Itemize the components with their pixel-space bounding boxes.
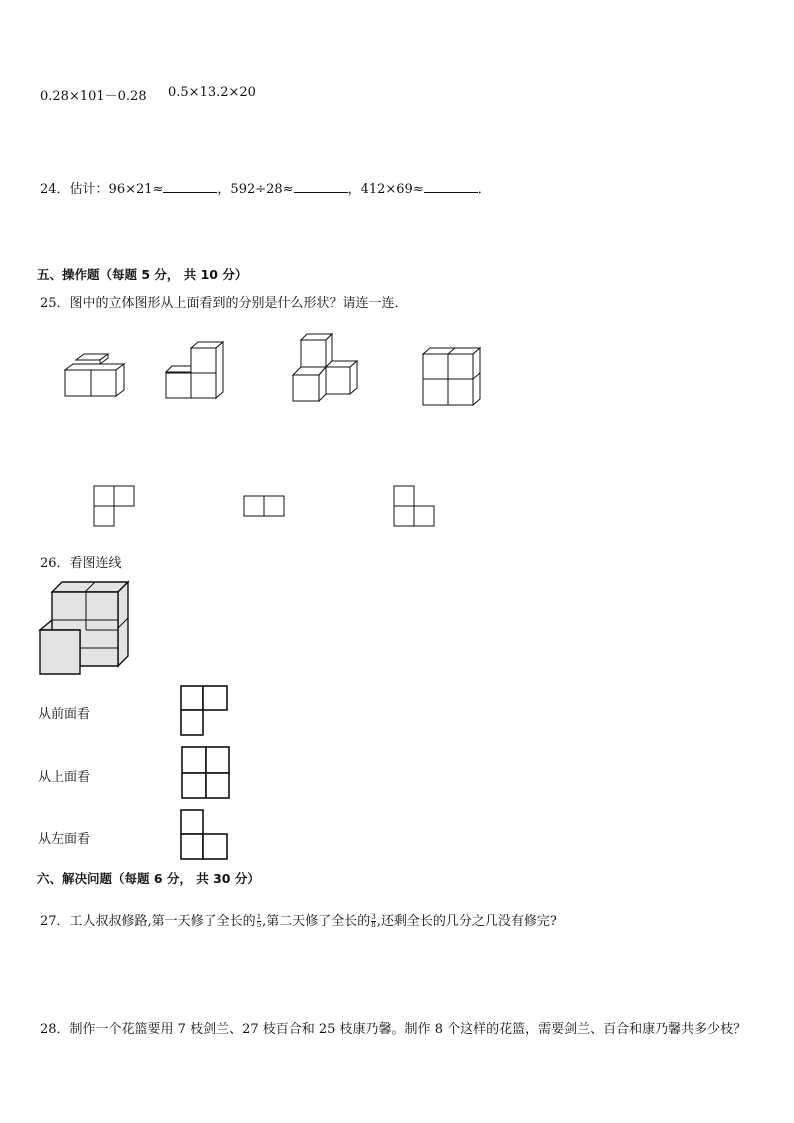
q26-view-label-left: 从左面看 — [38, 832, 91, 847]
q25-solid-figure-3 — [290, 333, 365, 405]
q26-view-label-top: 从上面看 — [38, 770, 91, 785]
section5-title: 五、操作题（每题 5 分， 共 10 分） — [37, 267, 248, 282]
q27-question — [40, 910, 557, 929]
q24-mid2: ，412×69≈ — [347, 182, 424, 197]
q27-fraction-2-denominator: 8 — [371, 921, 376, 929]
q24-blank-2[interactable] — [294, 180, 348, 193]
q23-expression-1: 0.28×101－0.28 — [40, 89, 147, 104]
q27-fraction-1-denominator: 5 — [256, 921, 262, 929]
q26-view-label-front: 从前面看 — [38, 707, 91, 722]
q24-blank-3[interactable] — [424, 180, 478, 193]
q27-text-middle: ,第二天修了全长的 — [262, 914, 371, 929]
q27-text-after: ,还剩全长的几分之几没有修完? — [376, 914, 557, 929]
q27-fraction-1 — [257, 914, 261, 929]
q27-text-before: 27．工人叔叔修路,第一天修了全长的 — [40, 914, 256, 929]
q24-blank-1[interactable] — [163, 180, 217, 193]
q23-expression-2: 0.5×13.2×20 — [168, 85, 256, 100]
q26-left-view — [179, 808, 231, 863]
q24-end: ． — [477, 182, 491, 197]
q25-solid-figure-2 — [164, 340, 234, 402]
q25-solid-figure-1 — [60, 350, 130, 400]
q24-prefix: 24．估计：96×21≈ — [40, 182, 164, 197]
q25-top-view-3 — [393, 485, 438, 529]
q25-top-view-2 — [243, 495, 288, 519]
q26-front-view — [179, 684, 231, 739]
q26-solid-figure — [36, 578, 131, 678]
q25-top-view-1 — [93, 485, 138, 529]
q24-question — [40, 178, 491, 197]
q25-text: 25．图中的立体图形从上面看到的分别是什么形状？请连一连． — [40, 296, 408, 311]
q28-text: 28．制作一个花篮要用 7 枝剑兰、27 枝百合和 25 枝康乃馨。制作 8 个这样的花篮，需要剑兰、百合和康乃馨共多少枝？ — [40, 1022, 747, 1037]
q27-fraction-2 — [371, 914, 375, 929]
q27-fraction-2-numerator: 3 — [371, 913, 376, 921]
q26-text: 26．看图连线 — [40, 556, 122, 571]
q25-solid-figure-4 — [420, 345, 485, 410]
q27-fraction-1-numerator: 1 — [256, 913, 262, 921]
q24-mid1: ，592÷28≈ — [217, 182, 294, 197]
q26-top-view — [180, 745, 232, 801]
section6-title: 六、解决问题（每题 6 分， 共 30 分） — [37, 871, 260, 886]
